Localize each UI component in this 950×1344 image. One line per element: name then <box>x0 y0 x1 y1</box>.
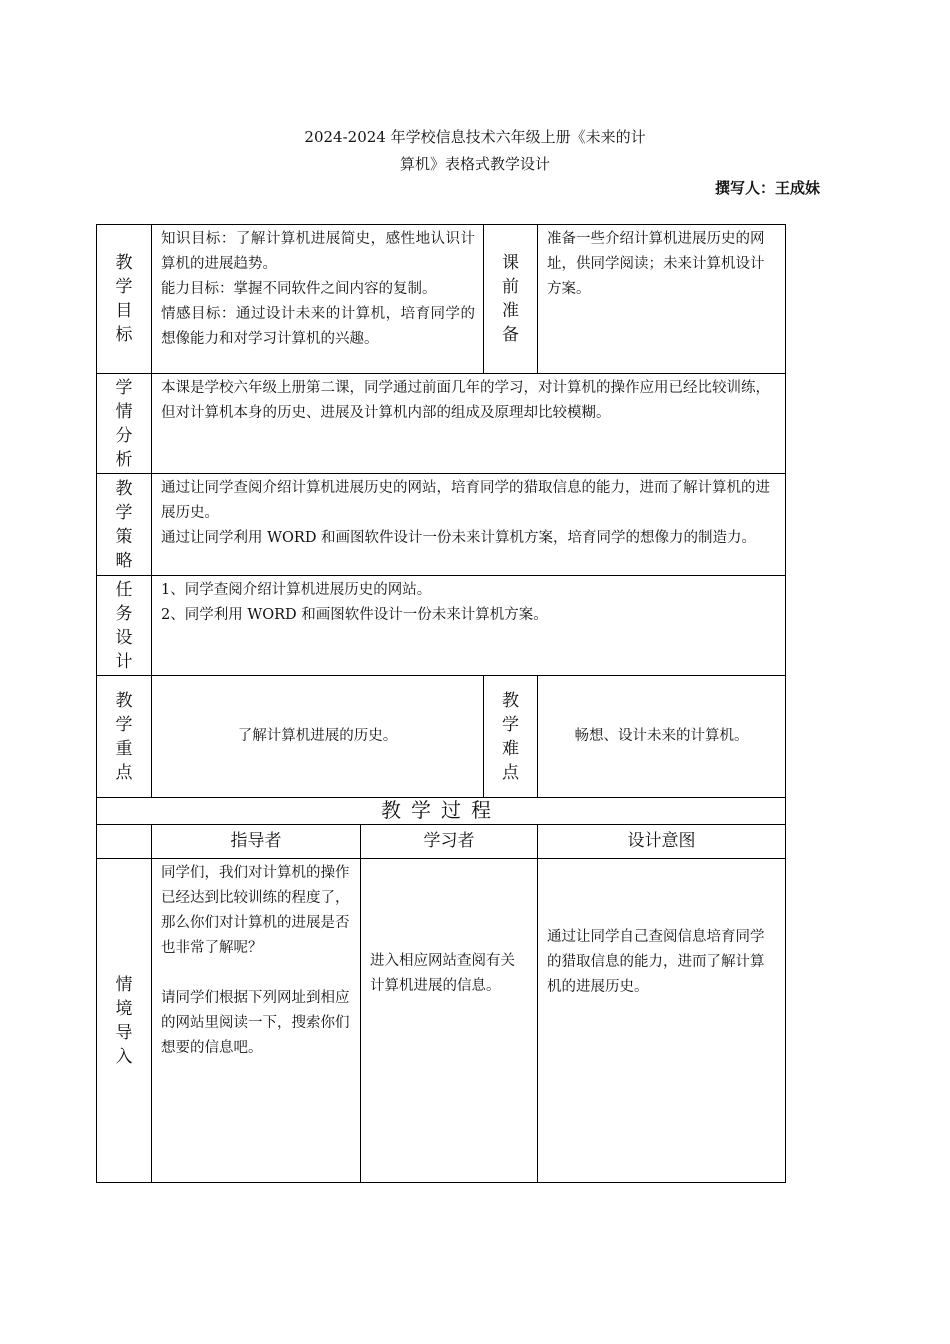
stage-label: 情 境 导 入 <box>97 859 152 1183</box>
preparation-label: 课 前 准 备 <box>484 225 538 374</box>
objectives-content <box>152 225 484 374</box>
tasks-label: 任 务 设 计 <box>97 576 152 676</box>
analysis-content: 本课是学校六年级上册第二课，同学通过前面几年的学习，对计算机的操作应用已经比较训练，但对计算机本身的历史、进展及计算机内部的组成及原理却比较模糊。 <box>152 374 786 474</box>
key-point-content: 了解计算机进展的历史。 <box>152 676 484 798</box>
task-2: 2、同学利用 WORD 和画图软件设计一份未来计算机方案。 <box>161 607 548 623</box>
strategy-label: 教 学 策 略 <box>97 474 152 576</box>
lesson-plan-table <box>96 224 786 1183</box>
difficulty-content: 畅想、设计未来的计算机。 <box>538 676 786 798</box>
task-1: 1、同学查阅介绍计算机进展历史的网站。 <box>161 582 432 598</box>
intent-content: 通过让同学自己查阅信息培育同学的猎取信息的能力，进而了解计算机的进展历史。 <box>538 859 786 1183</box>
strategy-line-1: 通过让同学查阅介绍计算机进展历史的网站，培育同学的猎取信息的能力，进而了解计算机的进展历史。 <box>161 480 770 521</box>
author-line: 撰写人：王成妹 <box>714 179 820 197</box>
learner-content: 进入相应网站查阅有关计算机进展的信息。 <box>361 859 538 1183</box>
analysis-label: 学 情 分 析 <box>97 374 152 474</box>
preparation-content: 准备一些介绍计算机进展历史的网址，供同学阅读；未来计算机设计方案。 <box>538 225 786 374</box>
difficulty-label: 教 学 难 点 <box>484 676 538 798</box>
document-title-line-2: 算机》表格式教学设计 <box>399 155 550 173</box>
process-title: 教学过程 <box>97 798 786 825</box>
process-header-blank <box>97 825 152 859</box>
objective-emotion: 情感目标：通过设计未来的计算机，培育同学的想像能力和对学习计算机的兴趣。 <box>161 306 475 347</box>
header-learner: 学习者 <box>361 825 538 859</box>
header-intent: 设计意图 <box>538 825 786 859</box>
paragraph-gap <box>161 961 352 986</box>
objectives-label: 教 学 目 标 <box>97 225 152 374</box>
strategy-line-2: 通过让同学利用 WORD 和画图软件设计一份未来计算机方案，培育同学的想像力的制造力。 <box>161 530 757 546</box>
tasks-content <box>152 576 786 676</box>
objective-ability: 能力目标：掌握不同软件之间内容的复制。 <box>161 281 437 297</box>
objective-knowledge: 知识目标：了解计算机进展简史，感性地认识计算机的进展趋势。 <box>161 231 475 272</box>
key-point-label: 教 学 重 点 <box>97 676 152 798</box>
strategy-content <box>152 474 786 576</box>
teacher-content <box>152 859 361 1183</box>
teacher-paragraph-2: 请同学们根据下列网址到相应的网站里阅读一下，搜索你们想要的信息吧。 <box>161 990 350 1056</box>
document-title-line-1: 2024-2024 年学校信息技术六年级上册《未来的计 <box>304 128 646 146</box>
header-teacher: 指导者 <box>152 825 361 859</box>
teacher-paragraph-1: 同学们，我们对计算机的操作已经达到比较训练的程度了，那么你们对计算机的进展是否也非常了解呢？ <box>161 865 350 956</box>
